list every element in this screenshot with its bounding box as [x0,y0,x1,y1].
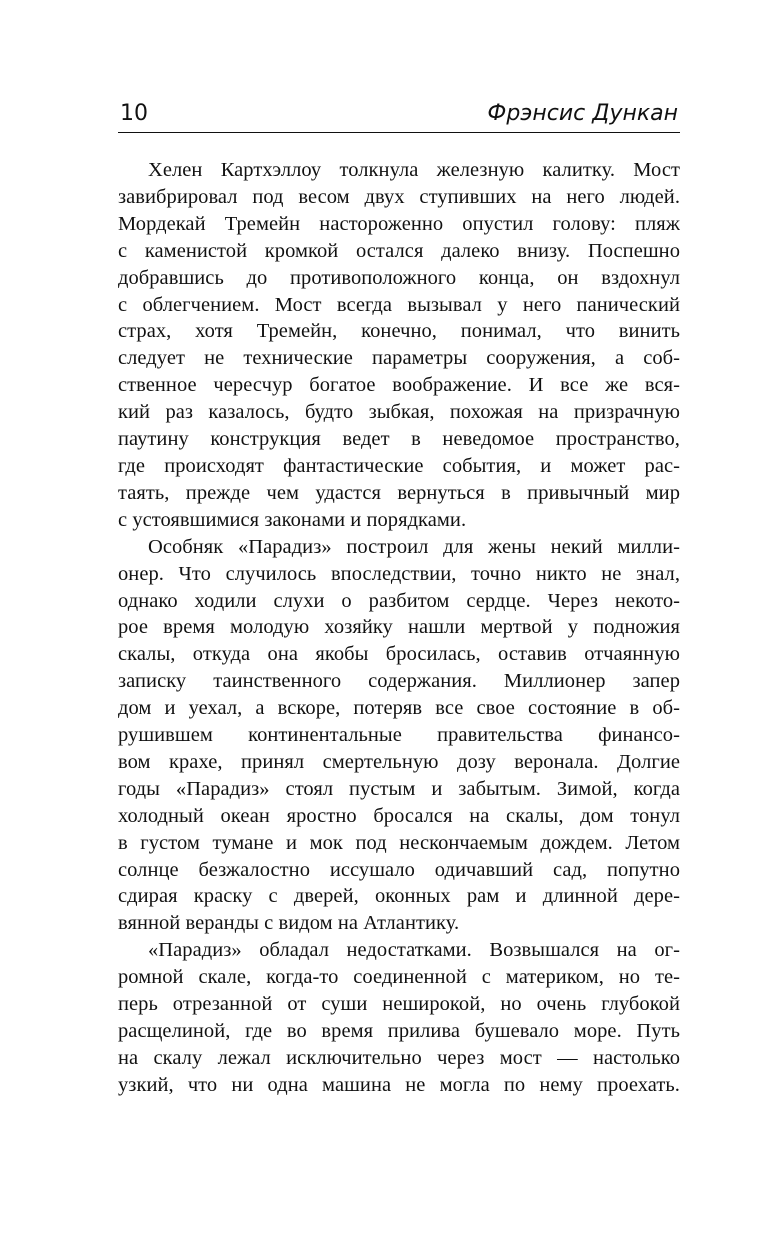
text-line: перь отрезанной от суши неширокой, но очень глубокой [118,993,680,1016]
text-line: с облегчением. Мост всегда вызывал у него панический [118,293,680,316]
text-line: однако ходили слухи о разбитом сердце. Через некото- [118,589,680,612]
text-line: вянной веранды с видом на Атлантику. [118,912,460,935]
text-line: с устоявшимися законами и порядками. [118,508,467,531]
running-header [118,96,680,133]
text-line: завибрировал под весом двух ступивших на него людей. [118,185,680,208]
running-title: Фрэнсис Дункан [487,101,678,126]
text-line: добравшись до противоположного конца, он вздохнул [118,266,680,289]
paragraph [118,534,680,938]
text-line: страх, хотя Тремейн, конечно, понимал, что винить [118,320,680,343]
text-line: паутину конструкция ведет в неведомое пространство, [118,428,680,451]
book-page [118,0,680,1241]
paragraph [118,157,680,534]
text-line: рое время молодую хозяйку нашли мертвой у подножия [118,616,680,639]
page-number: 10 [120,101,148,126]
body-text [118,157,680,1099]
text-line: на скалу лежал исключительно через мост — настолько [118,1046,680,1069]
text-line: с каменистой кромкой остался далеко внизу. Поспешно [118,239,680,262]
text-line: Особняк «Парадиз» построил для жены некий милли- [148,535,680,558]
text-line: рушившем континентальные правительства финансо- [118,724,680,747]
text-line: солнце безжалостно иссушало одичавший сад, попутно [118,858,680,881]
text-line: в густом тумане и мок под нескончаемым дождем. Летом [118,831,680,854]
text-line: годы «Парадиз» стоял пустым и забытым. Зимой, когда [118,777,680,800]
text-line: узкий, что ни одна машина не могла по нему проехать. [118,1073,680,1096]
text-line: где происходят фантастические события, и может рас- [118,454,680,477]
text-line: холодный океан яростно бросался на скалы, дом тонул [118,804,680,827]
text-line: записку таинственного содержания. Миллионер запер [118,670,680,693]
text-line: скалы, откуда она якобы бросилась, оставив отчаянную [118,643,680,666]
text-line: кий раз казалось, будто зыбкая, похожая на призрачную [118,401,680,424]
text-line: «Парадиз» обладал недостатками. Возвышался на ог- [148,939,680,962]
text-line: сдирая краску с дверей, оконных рам и длинной дере- [118,885,680,908]
text-line: расщелиной, где во время прилива бушевало море. Путь [118,1020,680,1042]
text-line: Хелен Картхэллоу толкнула железную калитку. Мост [148,159,680,181]
text-line: дом и уехал, а вскоре, потеряв все свое состояние в об- [118,697,680,720]
paragraph [118,937,680,1098]
text-line: онер. Что случилось впоследствии, точно никто не знал, [118,562,680,585]
text-line: ромной скале, когда-то соединенной с материком, но те- [118,966,680,989]
text-line: Мордекай Тремейн настороженно опустил голову: пляж [118,212,680,235]
text-line: вом крахе, принял смертельную дозу веронала. Долгие [118,750,680,773]
text-line: таять, прежде чем удастся вернуться в привычный мир [118,481,680,504]
text-line: ственное чересчур богатое воображение. И все же вся- [118,374,680,397]
text-line: следует не технические параметры сооружения, а соб- [118,347,680,370]
